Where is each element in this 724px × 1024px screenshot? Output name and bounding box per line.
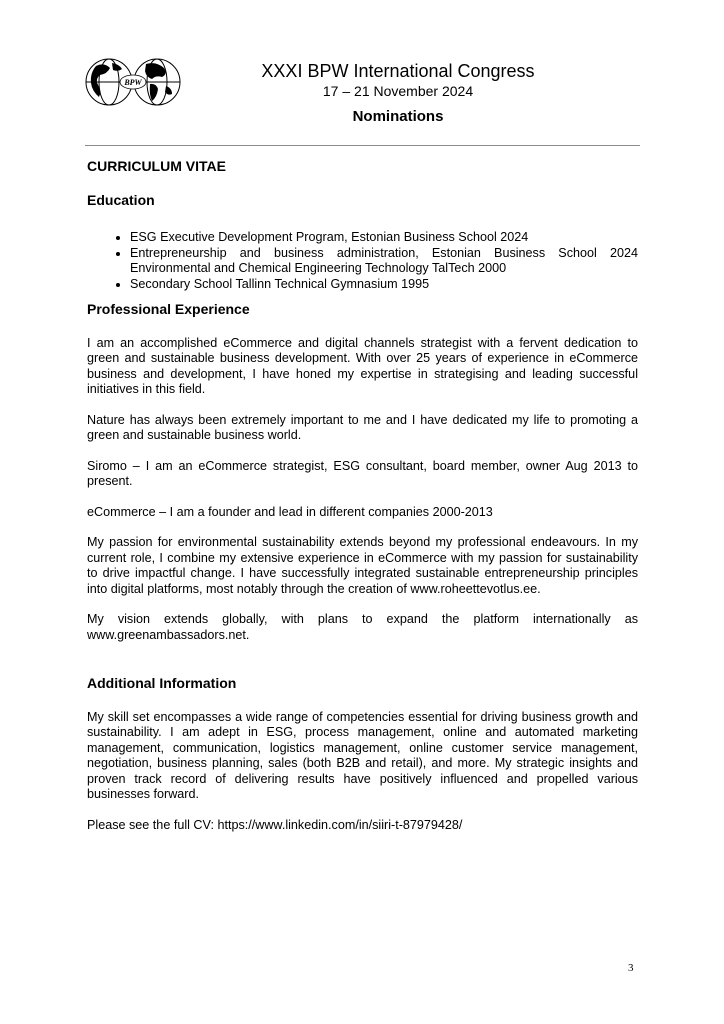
bpw-globe-logo: [84, 54, 184, 110]
logo-text: BPW: [124, 78, 142, 87]
experience-paragraph: My passion for environmental sustainability extends beyond my professional endeavours. In my current role, I combine my extensive experience in eCommerce with my passion for sustainability to drive impactful change. I have successfully integrated sustainable entrepreneurship principles into digital platforms, most notably through the creation of www.roheettevotlus.ee.: [87, 535, 638, 596]
experience-paragraph: Siromo – I am an eCommerce strategist, ESG consultant, board member, owner Aug 2013 to present.: [87, 458, 638, 488]
list-item: • Secondary School Tallinn Technical Gymnasium 1995: [130, 277, 638, 293]
list-item: • ESG Executive Development Program, Estonian Business School 2024: [130, 230, 638, 246]
congress-title: XXXI BPW International Congress: [261, 61, 535, 81]
experience-heading: Professional Experience: [87, 301, 250, 317]
header-divider: [85, 145, 640, 146]
nominations-heading: Nominations: [352, 108, 444, 125]
cv-title: CURRICULUM VITAE: [87, 158, 226, 174]
full-cv-link-text: Please see the full CV: https://www.linkedin.com/in/siiri-t-87979428/: [87, 817, 463, 832]
list-item: • Entrepreneurship and business administration, Estonian Business School 2024 Environmental and Chemical Engineering Technology TalTech 2000: [130, 246, 638, 277]
page-number: 3: [628, 962, 634, 974]
education-heading: Education: [87, 191, 155, 208]
additional-paragraph: My skill set encompasses a wide range of competencies essential for driving business growth and sustainability. I am adept in ESG, process management, online and automated marketing management, communication, logistics management, online customer service management, negotiation, business planning, sales (both B2B and retail), and more. My strategic insights and proven track record of delivering results have positively influenced and propelled various businesses forward.: [87, 709, 638, 801]
experience-paragraph: My vision extends globally, with plans to expand the platform internationally as www.greenambassadors.net.: [87, 612, 638, 642]
document-header: [220, 60, 576, 126]
cv-body: [87, 159, 638, 848]
experience-paragraph: eCommerce – I am a founder and lead in different companies 2000-2013: [87, 504, 493, 519]
congress-dates: 17 – 21 November 2024: [322, 83, 474, 99]
experience-paragraph: I am an accomplished eCommerce and digital channels strategist with a fervent dedication to green and sustainable business development. With over 25 years of experience in eCommerce business and development, I have honed my expertise in strategising and leading successful initiatives in this field.: [87, 335, 638, 396]
education-list: [87, 230, 638, 292]
experience-paragraph: Nature has always been extremely important to me and I have dedicated my life to promoting a green and sustainable business world.: [87, 412, 638, 442]
additional-info-heading: Additional Information: [87, 675, 237, 691]
